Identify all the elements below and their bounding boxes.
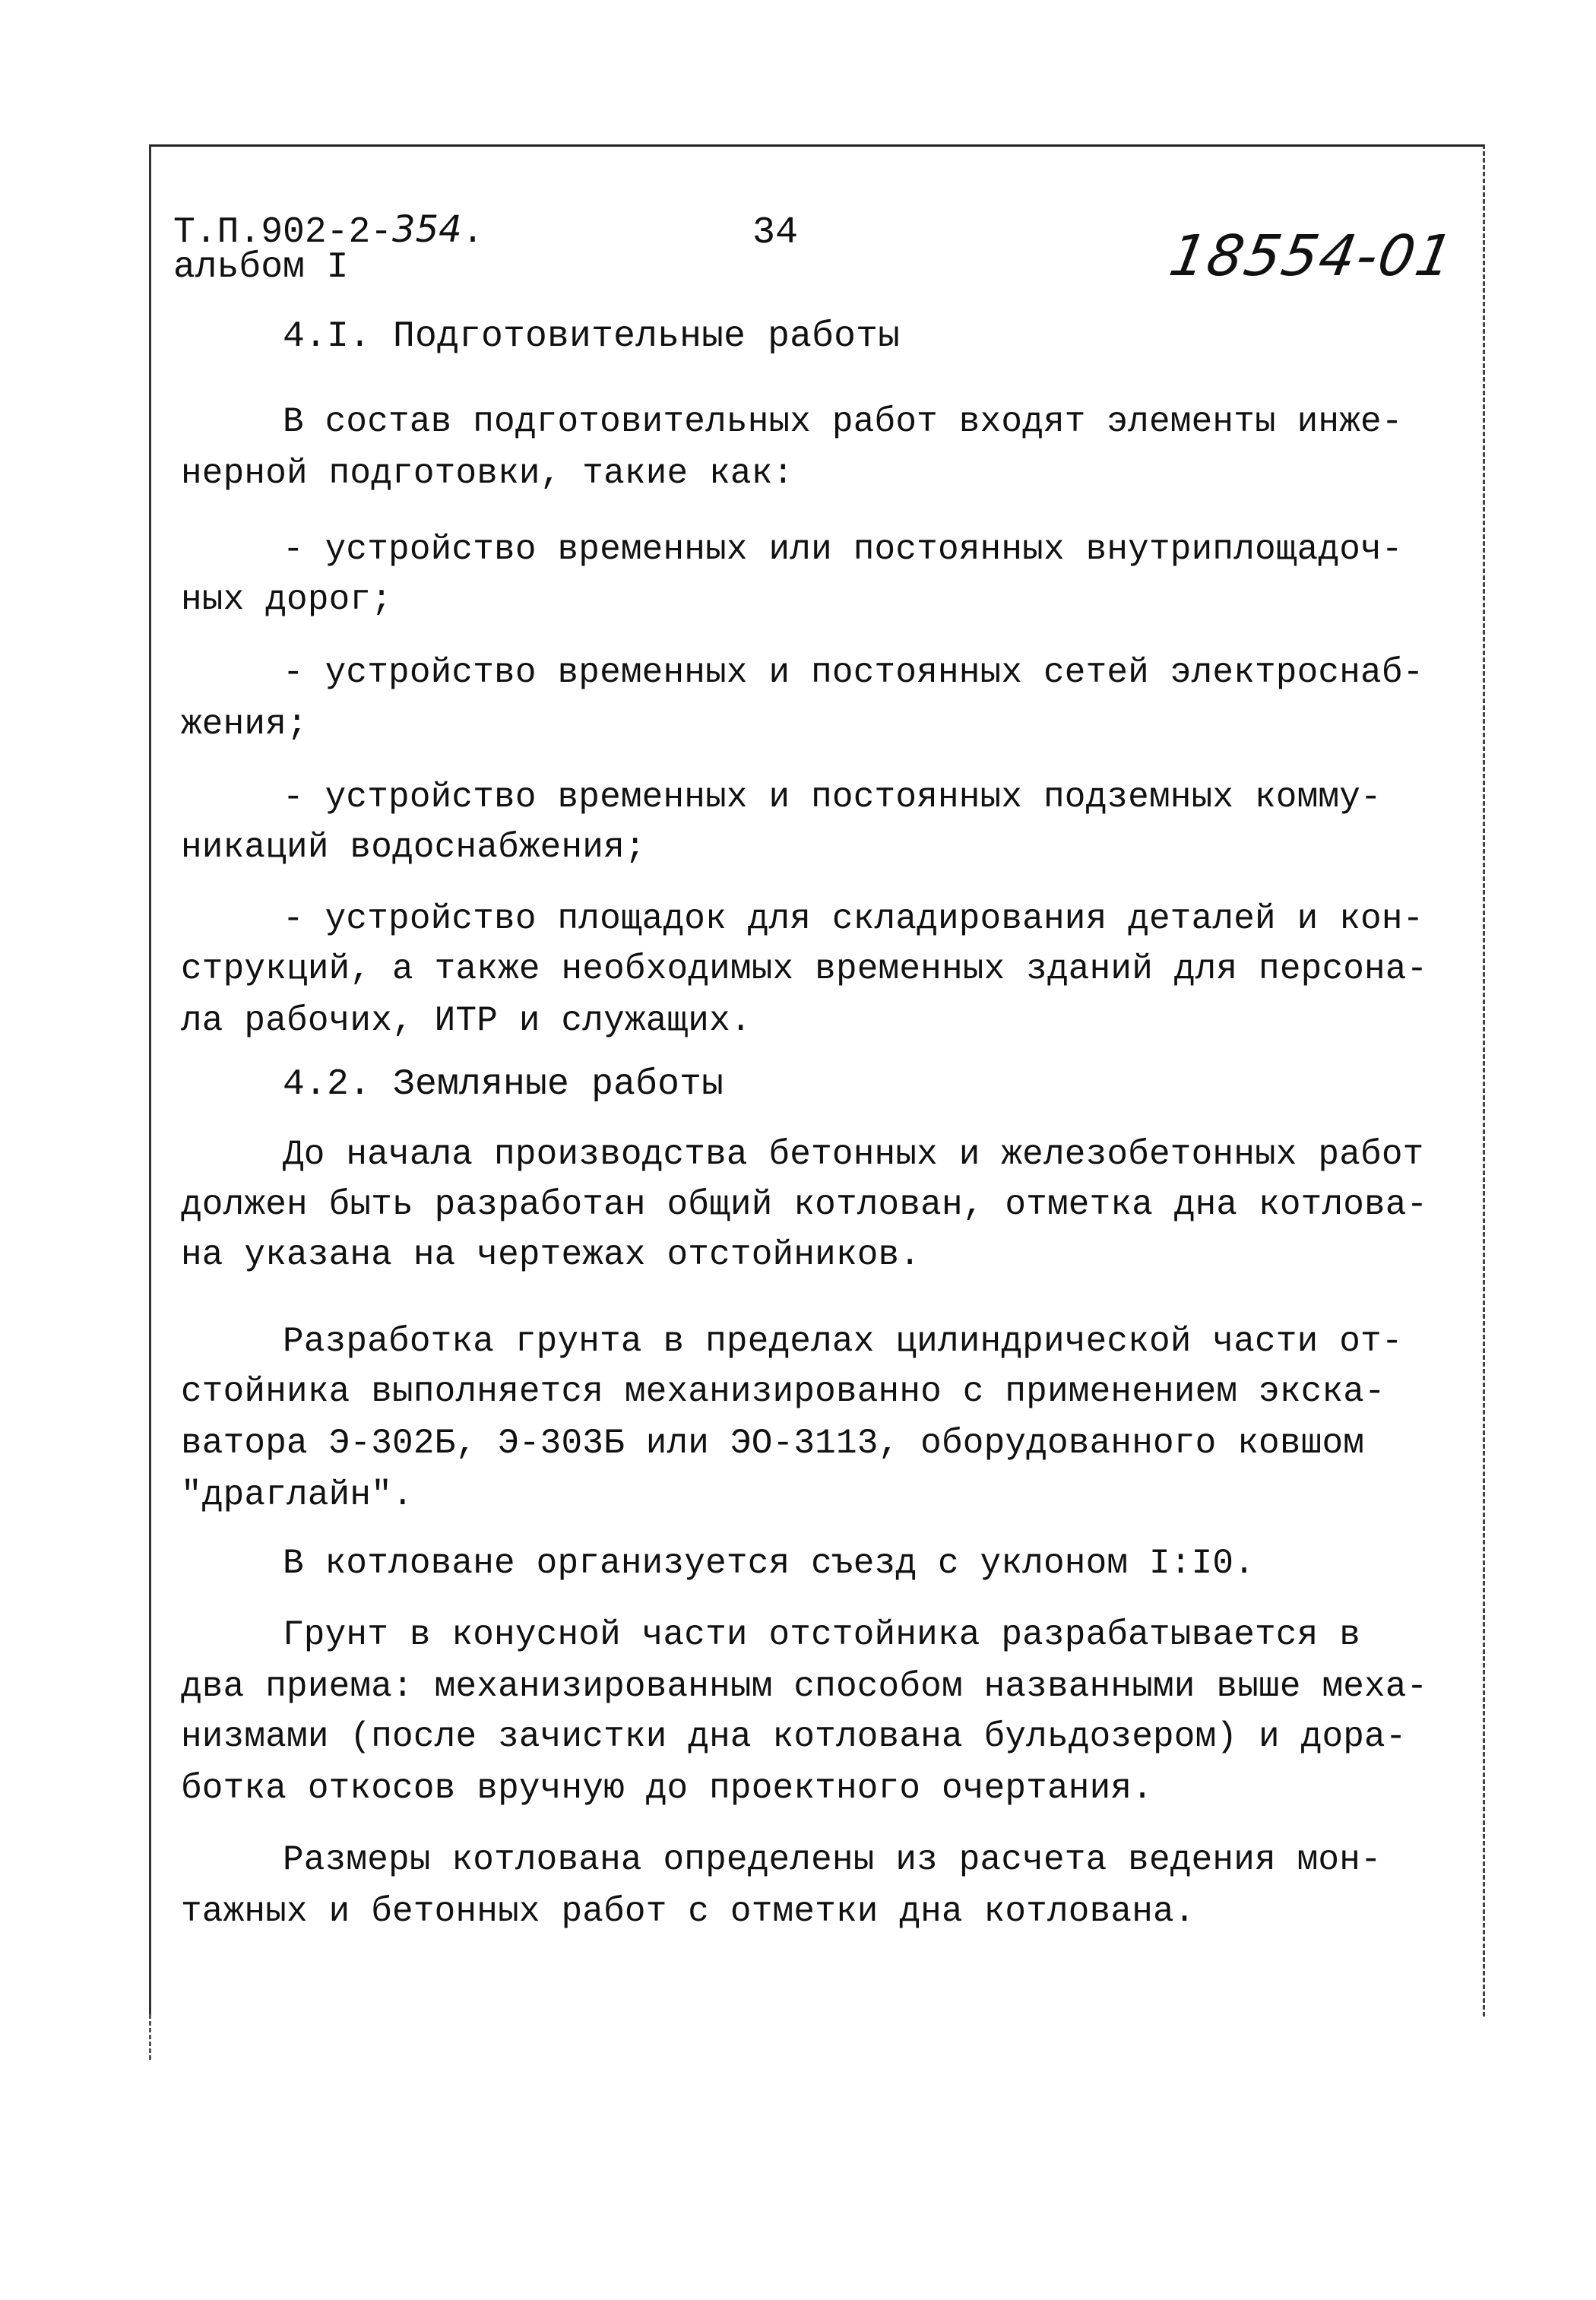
text-line: должен быть разработан общий котлован, отметка дна котлова- [181,1185,1428,1224]
document-code-print: Т.П.902-2- [173,212,393,253]
text-line: Разработка грунта в пределах цилиндрической части от- [283,1322,1403,1361]
list-item-line: - устройство временных и постоянных подземных комму- [283,778,1382,817]
text-line: ботка откосов вручную до проектного очертания. [181,1769,1154,1808]
document-code-handwritten: 354 [392,208,462,251]
text-line: нерной подготовки, такие как: [181,454,794,493]
page-number: 34 [752,211,799,255]
list-item-line: ла рабочих, ИТР и служащих. [181,1001,752,1041]
document-code [173,208,484,253]
list-item-line: струкций, а также необходимых временных зданий для персона- [181,949,1428,989]
text-line: До начала производства бетонных и железобетонных работ [283,1135,1424,1174]
text-line: на указана на чертежах отстойников. [181,1235,921,1275]
list-item-line: ных дорог; [181,580,393,619]
list-item-line: - устройство временных и постоянных сетей электроснаб- [283,653,1424,692]
list-item-line: - устройство площадок для складирования деталей и кон- [283,899,1424,939]
document-code-suffix: . [461,212,484,253]
text-line: "драглайн". [181,1475,413,1515]
text-line: Грунт в конусной части отстойника разрабатывается в [283,1615,1361,1655]
list-item-line: жения; [181,705,308,744]
text-line: низмами (после зачистки дна котлована бульдозером) и дора- [181,1717,1407,1757]
text-line: ватора Э-302Б, Э-303Б или ЭО-3113, оборудованного ковшом [181,1424,1365,1463]
section-heading-4-2: 4.2. Земляные работы [283,1064,724,1105]
album-label: альбом I [173,247,349,288]
text-line: стойника выполняется механизированно с применением экска- [181,1372,1385,1411]
section-heading-4-1: 4.I. Подготовительные работы [283,316,901,357]
text-line: В котловане организуется съезд с уклоном I:I0. [283,1544,1256,1583]
text-line: В состав подготовительных работ входят элементы инже- [283,402,1403,442]
list-item-line: никаций водоснабжения; [181,828,646,867]
text-line: два приема: механизированным способом названными выше меха- [181,1667,1428,1706]
text-line: тажных и бетонных работ с отметки дна котлована. [181,1892,1195,1931]
archive-number-handwritten: 18554-01 [1164,223,1459,289]
text-line: Размеры котлована определены из расчета ведения мон- [283,1840,1382,1880]
list-item-line: - устройство временных или постоянных внутриплощадоч- [283,530,1403,569]
frame-edge [149,2014,154,2060]
